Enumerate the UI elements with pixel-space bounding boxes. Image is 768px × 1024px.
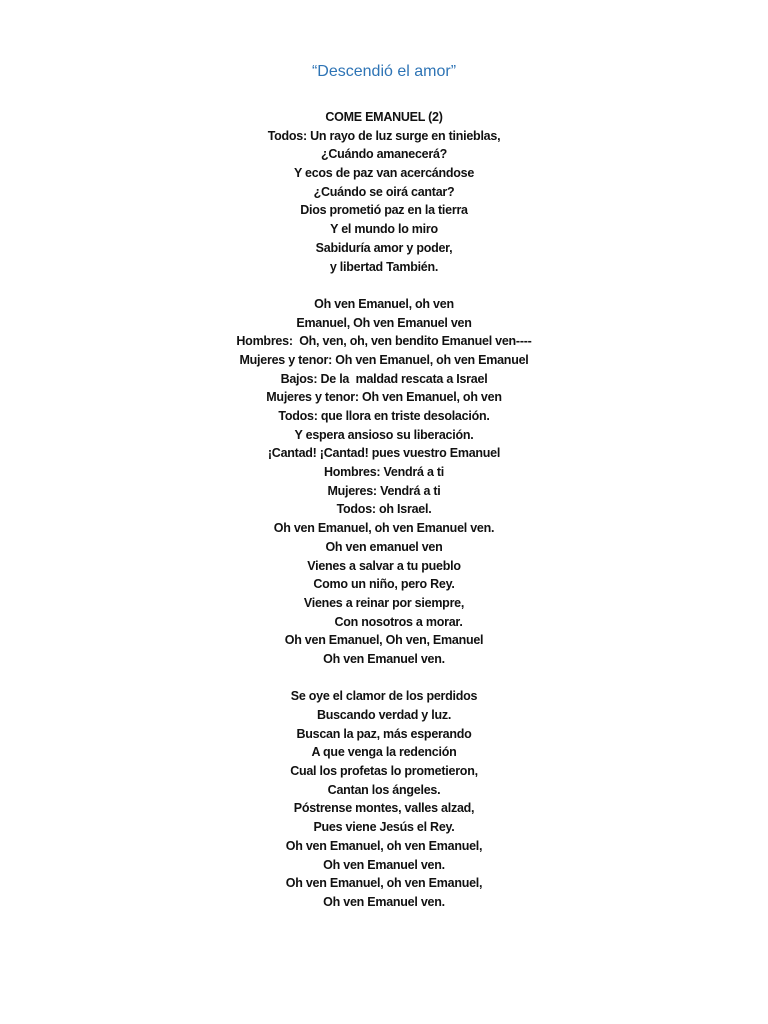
lyric-line: Todos: Un rayo de luz surge en tinieblas, (267, 128, 501, 143)
lyric-line: Cantan los ángeles. (327, 782, 441, 797)
lyrics-body (0, 108, 768, 912)
lyric-line: ¡Cantad! ¡Cantad! pues vuestro Emanuel (267, 446, 501, 461)
lyric-line: Mujeres y tenor: Oh ven Emanuel, oh ven Emanuel (239, 352, 529, 367)
lyric-line: Pues viene Jesús el Rey. (313, 820, 455, 835)
document-title: “Descendió el amor” (311, 63, 457, 80)
lyric-line: Todos: que llora en triste desolación. (278, 409, 490, 423)
lyric-line: Oh ven Emanuel, oh ven Emanuel, (285, 838, 483, 853)
lyric-line: Buscando verdad y luz. (316, 708, 452, 722)
lyric-line: ¿Cuándo amanecerá? (320, 147, 448, 162)
lyric-line: Dios prometió paz en la tierra (300, 203, 468, 218)
lyric-line: y libertad También. (329, 259, 439, 274)
lyric-line: Hombres: Vendrá a ti (323, 465, 445, 480)
lyric-line: Oh ven Emanuel ven. (323, 894, 445, 909)
lyric-line: Todos: oh Israel. (336, 502, 432, 517)
lyric-line: Póstrense montes, valles alzad, (293, 801, 475, 816)
lyric-line: Oh ven Emanuel, oh ven Emanuel ven. (273, 521, 495, 536)
lyric-line: Vienes a reinar por siempre, (303, 595, 465, 610)
lyric-line: A que venga la redención (311, 745, 457, 760)
lyric-line: Cual los profetas lo prometieron, (290, 764, 478, 779)
lyric-line: Buscan la paz, más esperando (296, 726, 472, 741)
lyric-line: ¿Cuándo se oirá cantar? (313, 184, 455, 199)
lyric-line: Se oye el clamor de los perdidos (290, 689, 478, 704)
lyric-line: Sabiduría amor y poder, (315, 240, 453, 255)
lyric-line: Y ecos de paz van acercándose (293, 166, 475, 181)
blank-line (0, 276, 768, 295)
blank-line (0, 669, 768, 688)
lyric-line: Con nosotros a morar. (305, 614, 463, 629)
lyric-line: Vienes a salvar a tu pueblo (307, 558, 461, 573)
lyric-line: Mujeres: Vendrá a ti (327, 483, 441, 498)
lyric-line: Mujeres y tenor: Oh ven Emanuel, oh ven (266, 390, 502, 405)
lyric-line: Como un niño, pero Rey. (313, 577, 455, 592)
lyric-line: Oh ven Emanuel, Oh ven, Emanuel (284, 633, 484, 648)
lyric-line: Y espera ansioso su liberación. (294, 427, 474, 442)
lyric-line: Oh ven Emanuel ven. (323, 651, 445, 666)
lyric-line: Hombres: Oh, ven, oh, ven bendito Emanuel ven---- (236, 334, 532, 349)
lyric-line: COME EMANUEL (2) (325, 110, 443, 124)
lyric-line: Oh ven Emanuel ven. (323, 857, 445, 872)
lyric-line: Y el mundo lo miro (330, 222, 438, 237)
lyric-line: Oh ven emanuel ven (325, 539, 443, 554)
lyric-line: Bajos: De la maldad rescata a Israel (280, 371, 488, 386)
lyric-line: Oh ven Emanuel, oh ven Emanuel, (285, 876, 483, 891)
lyric-line: Emanuel, Oh ven Emanuel ven (296, 315, 472, 330)
lyric-line: Oh ven Emanuel, oh ven (314, 296, 454, 311)
